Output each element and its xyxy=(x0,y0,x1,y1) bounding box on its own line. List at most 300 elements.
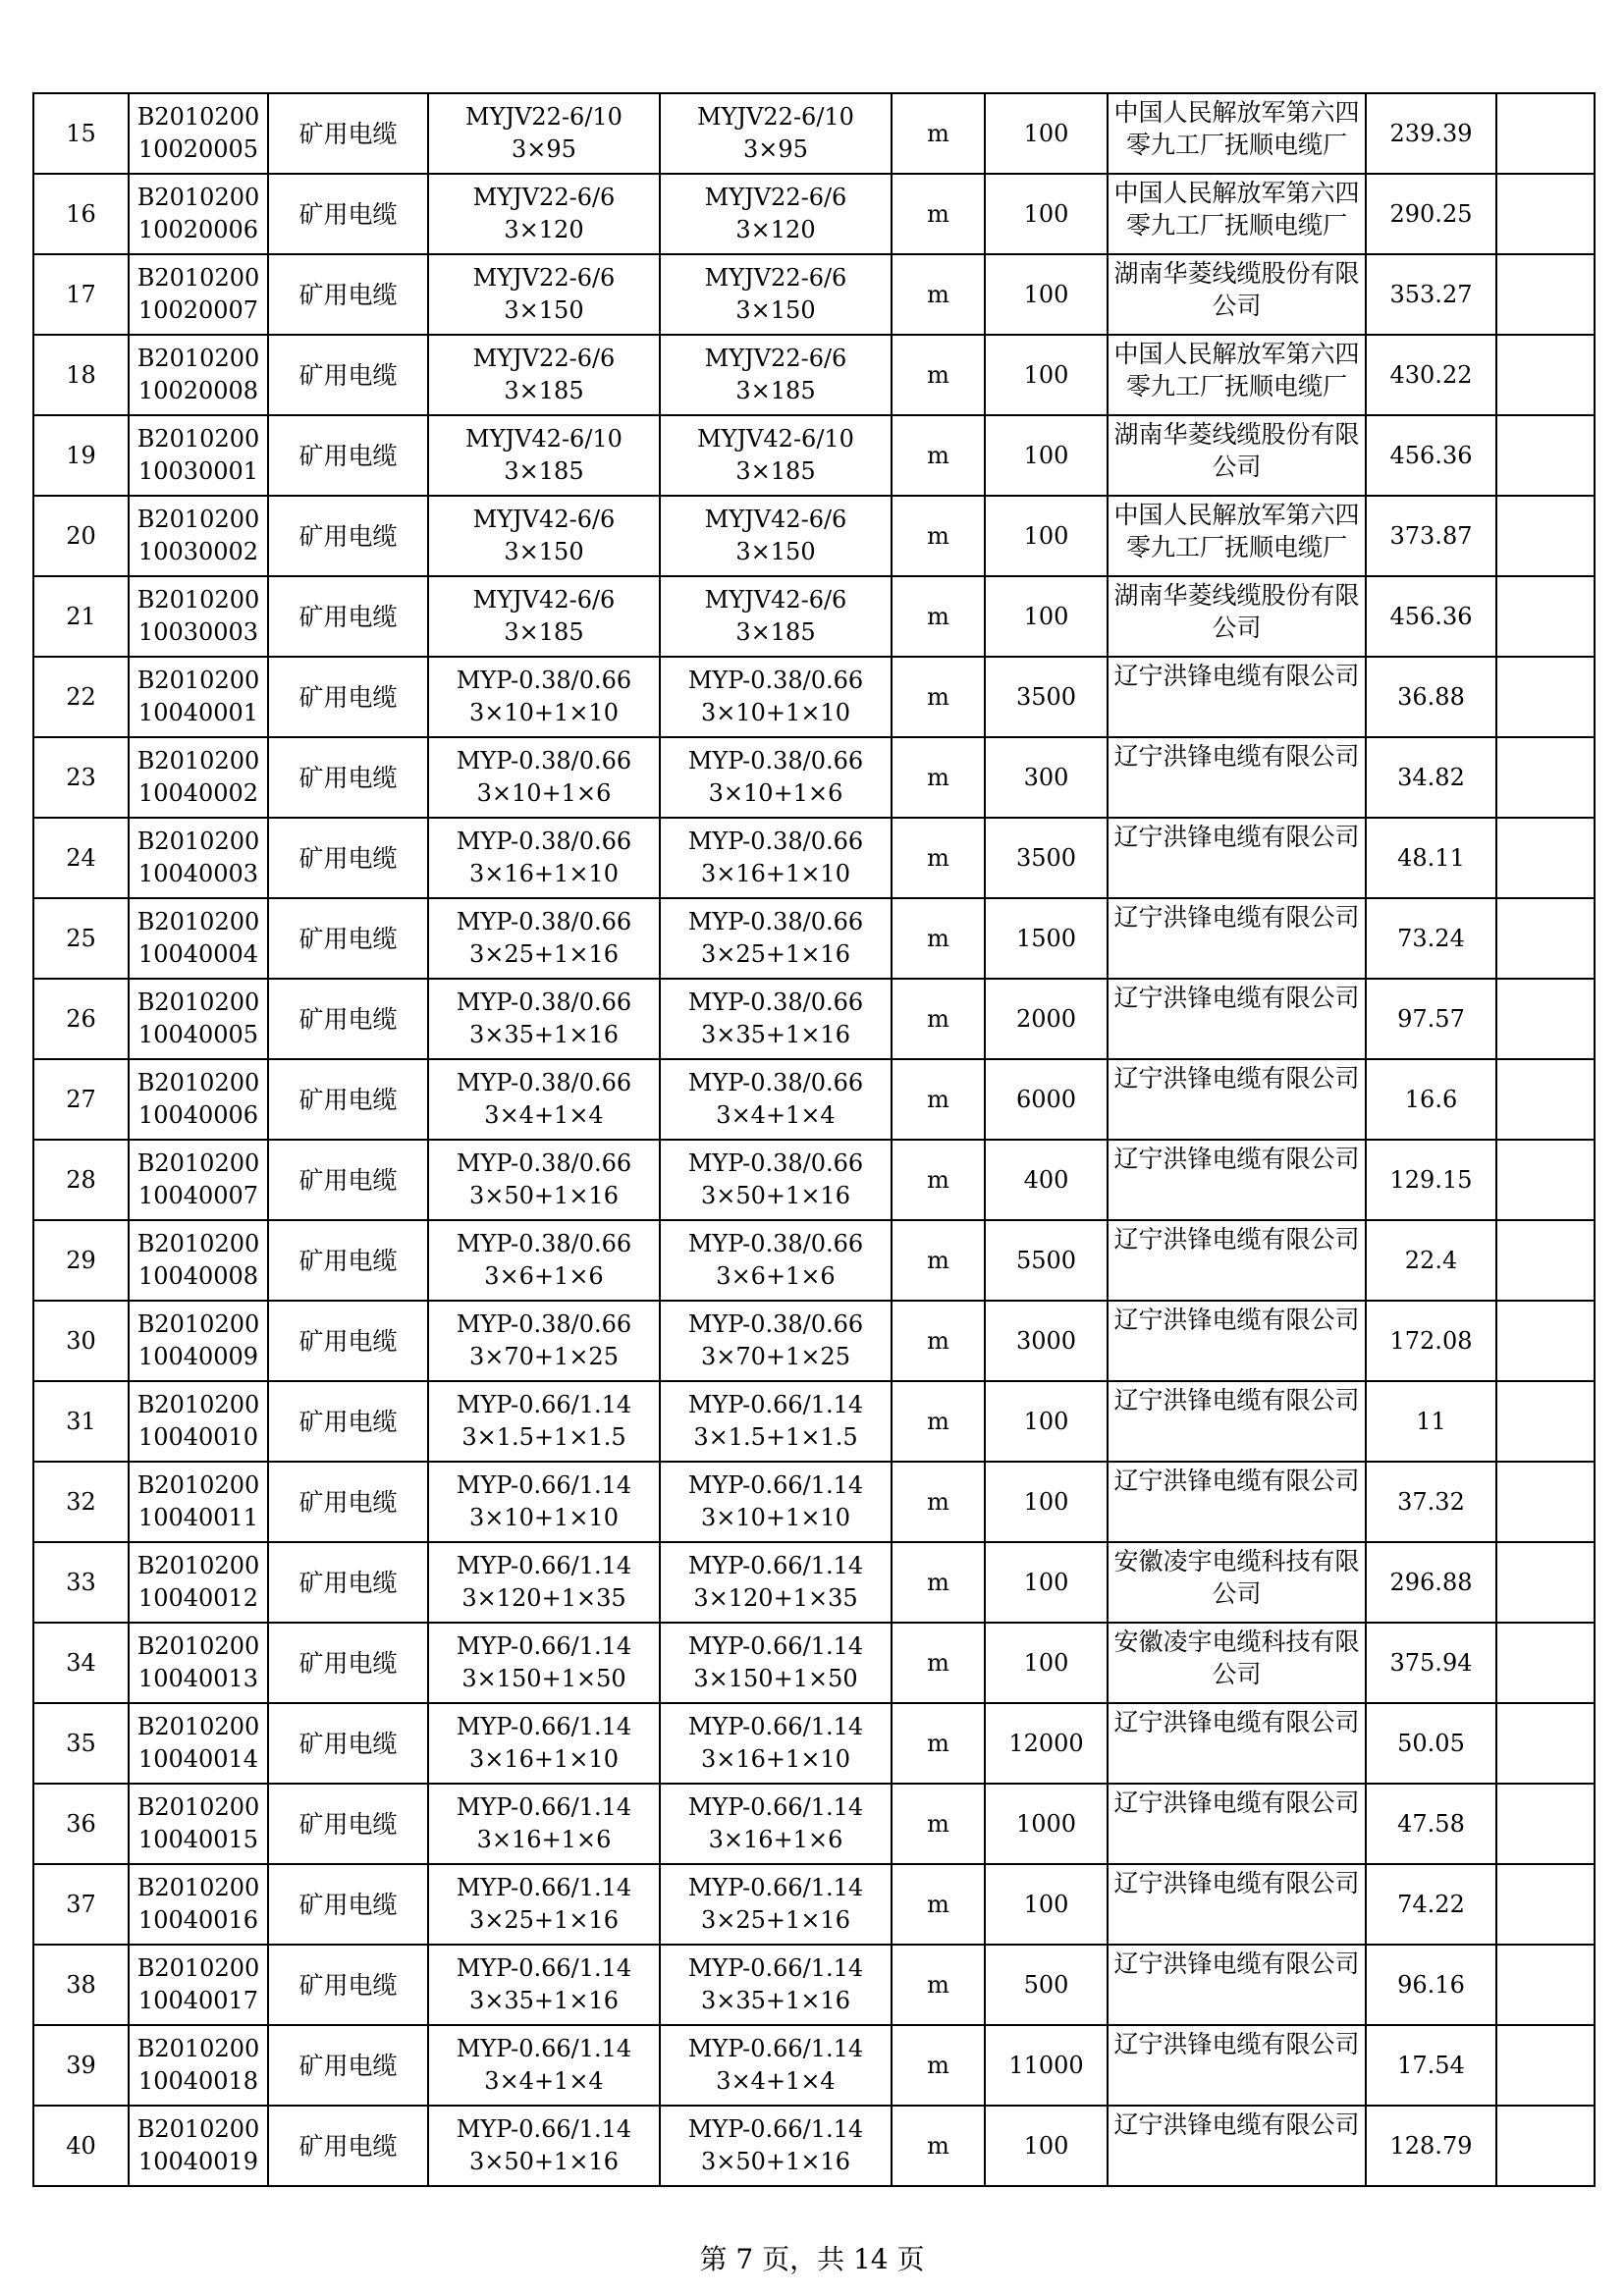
model-line-1: MYP-0.66/1.14 xyxy=(687,2035,864,2062)
table-row xyxy=(33,1623,1595,1703)
supplier-name: 湖南华菱线缆股份有限公司 xyxy=(1113,581,1360,642)
material-code-cell xyxy=(129,1784,268,1864)
model-line-1: MYJV22-6/6 xyxy=(704,264,847,292)
row-number: 28 xyxy=(66,1165,96,1194)
unit-price: 296.88 xyxy=(1389,1568,1473,1596)
spec-line-2: 3×120+1×35 xyxy=(461,1584,626,1612)
row-number: 23 xyxy=(66,763,96,791)
material-name-cell xyxy=(268,1381,428,1462)
row-number: 30 xyxy=(66,1326,96,1355)
row-number-cell xyxy=(33,1784,129,1864)
unit-cell xyxy=(892,2025,985,2106)
price-cell xyxy=(1366,576,1496,657)
unit: m xyxy=(927,2131,949,2160)
model-line-1: MYP-0.38/0.66 xyxy=(687,988,864,1016)
table-row xyxy=(33,818,1595,898)
unit-price: 96.16 xyxy=(1397,1970,1465,1999)
model-cell xyxy=(660,1542,892,1623)
row-number: 15 xyxy=(66,119,96,147)
row-number: 21 xyxy=(66,602,96,630)
material-name-cell xyxy=(268,898,428,979)
material-code-cell xyxy=(129,1140,268,1220)
model-cell xyxy=(660,174,892,254)
spec-cell xyxy=(428,898,660,979)
quantity: 11000 xyxy=(1008,2051,1084,2079)
model-line-1: MYP-0.38/0.66 xyxy=(687,667,864,694)
spec-line-1: MYP-0.38/0.66 xyxy=(456,1149,632,1177)
model-cell xyxy=(660,979,892,1059)
unit-cell xyxy=(892,1140,985,1220)
spec-cell xyxy=(428,415,660,496)
unit-cell xyxy=(892,1301,985,1381)
spec-line-1: MYP-0.66/1.14 xyxy=(456,2035,632,2062)
supplier-cell xyxy=(1108,576,1366,657)
unit-cell xyxy=(892,1542,985,1623)
spec-line-2: 3×6+1×6 xyxy=(484,1262,604,1290)
table-row xyxy=(33,174,1595,254)
remark-cell xyxy=(1496,1059,1595,1140)
spec-line-2: 3×1.5+1×1.5 xyxy=(461,1423,626,1451)
price-cell xyxy=(1366,1301,1496,1381)
model-cell xyxy=(660,1945,892,2025)
model-line-2: 3×10+1×10 xyxy=(701,1504,850,1531)
model-line-1: MYP-0.66/1.14 xyxy=(687,1632,864,1660)
supplier-cell xyxy=(1108,1784,1366,1864)
quantity-cell xyxy=(985,737,1108,818)
quantity: 100 xyxy=(1023,602,1069,630)
remark-cell xyxy=(1496,2025,1595,2106)
spec-line-1: MYP-0.66/1.14 xyxy=(456,1471,632,1499)
model-cell xyxy=(660,415,892,496)
quantity-cell xyxy=(985,1059,1108,1140)
remark-cell xyxy=(1496,1462,1595,1542)
material-name-cell xyxy=(268,1703,428,1784)
unit-price: 97.57 xyxy=(1397,1004,1465,1033)
spec-line-2: 3×16+1×10 xyxy=(469,1745,619,1773)
material-name-cell xyxy=(268,2106,428,2186)
supplier-name: 辽宁洪锋电缆有限公司 xyxy=(1113,1949,1360,1978)
price-cell xyxy=(1366,979,1496,1059)
remark-cell xyxy=(1496,1381,1595,1462)
price-cell xyxy=(1366,174,1496,254)
unit-price: 22.4 xyxy=(1404,1246,1458,1274)
spec-cell xyxy=(428,657,660,737)
unit-price: 11 xyxy=(1416,1407,1446,1435)
material-name: 矿用电缆 xyxy=(298,2131,398,2161)
quantity-cell xyxy=(985,1864,1108,1945)
row-number-cell xyxy=(33,898,129,979)
spec-line-1: MYP-0.38/0.66 xyxy=(456,988,632,1016)
material-code: B201020010040017 xyxy=(136,1954,260,2014)
unit-cell xyxy=(892,1220,985,1301)
remark-cell xyxy=(1496,2106,1595,2186)
unit: m xyxy=(927,682,949,711)
material-name: 矿用电缆 xyxy=(298,1487,398,1517)
remark-cell xyxy=(1496,657,1595,737)
table-row xyxy=(33,1784,1595,1864)
model-line-2: 3×10+1×6 xyxy=(708,779,843,807)
quantity-cell xyxy=(985,1542,1108,1623)
spec-line-1: MYJV22-6/6 xyxy=(472,264,616,292)
price-cell xyxy=(1366,818,1496,898)
material-name-cell xyxy=(268,254,428,335)
spec-line-1: MYJV42-6/10 xyxy=(465,425,623,453)
quantity-cell xyxy=(985,415,1108,496)
spec-cell xyxy=(428,2025,660,2106)
supplier-cell xyxy=(1108,415,1366,496)
unit: m xyxy=(927,1890,949,1918)
supplier-cell xyxy=(1108,496,1366,576)
model-cell xyxy=(660,1381,892,1462)
remark-cell xyxy=(1496,254,1595,335)
unit-cell xyxy=(892,1784,985,1864)
material-code-cell xyxy=(129,1059,268,1140)
row-number: 17 xyxy=(66,280,96,308)
material-name: 矿用电缆 xyxy=(298,521,398,551)
row-number: 33 xyxy=(66,1568,96,1596)
model-line-2: 3×50+1×16 xyxy=(701,1182,850,1209)
material-code: B201020010030001 xyxy=(136,425,260,485)
material-name-cell xyxy=(268,415,428,496)
supplier-cell xyxy=(1108,254,1366,335)
model-line-2: 3×35+1×16 xyxy=(701,1987,850,2014)
spec-line-1: MYP-0.38/0.66 xyxy=(456,1310,632,1338)
model-line-2: 3×120+1×35 xyxy=(693,1584,858,1612)
page-footer: 第 7 页，共 14 页 xyxy=(699,2243,925,2275)
material-code-cell xyxy=(129,898,268,979)
row-number: 37 xyxy=(66,1890,96,1918)
unit: m xyxy=(927,602,949,630)
spec-line-2: 3×150 xyxy=(504,538,584,565)
row-number: 26 xyxy=(66,1004,96,1033)
material-name: 矿用电缆 xyxy=(298,1648,398,1678)
spec-cell xyxy=(428,1864,660,1945)
model-line-1: MYJV22-6/10 xyxy=(697,103,854,131)
material-code-cell xyxy=(129,1381,268,1462)
row-number-cell xyxy=(33,1542,129,1623)
supplier-name: 辽宁洪锋电缆有限公司 xyxy=(1113,1064,1360,1093)
unit-cell xyxy=(892,576,985,657)
unit: m xyxy=(927,1729,949,1757)
model-line-1: MYP-0.66/1.14 xyxy=(687,2115,864,2143)
material-code: B201020010040006 xyxy=(136,1069,260,1129)
row-number-cell xyxy=(33,93,129,174)
supplier-name: 辽宁洪锋电缆有限公司 xyxy=(1113,823,1360,851)
model-line-1: MYP-0.38/0.66 xyxy=(687,908,864,935)
row-number-cell xyxy=(33,737,129,818)
row-number: 35 xyxy=(66,1729,96,1757)
row-number: 39 xyxy=(66,2051,96,2079)
model-cell xyxy=(660,496,892,576)
spec-line-1: MYJV22-6/6 xyxy=(472,184,616,211)
quantity-cell xyxy=(985,1301,1108,1381)
unit-cell xyxy=(892,818,985,898)
unit-price: 128.79 xyxy=(1389,2131,1473,2160)
unit-cell xyxy=(892,254,985,335)
unit-price: 456.36 xyxy=(1389,441,1473,469)
remark-cell xyxy=(1496,1864,1595,1945)
spec-cell xyxy=(428,496,660,576)
unit: m xyxy=(927,924,949,952)
material-code: B201020010040001 xyxy=(136,667,260,726)
model-line-1: MYP-0.38/0.66 xyxy=(687,1230,864,1257)
spec-line-1: MYJV22-6/6 xyxy=(472,345,616,372)
material-name: 矿用电缆 xyxy=(298,1970,398,2000)
table-row xyxy=(33,496,1595,576)
quantity: 100 xyxy=(1023,2131,1069,2160)
model-line-1: MYJV42-6/6 xyxy=(704,586,847,614)
material-name-cell xyxy=(268,1059,428,1140)
material-code: B201020010040008 xyxy=(136,1230,260,1290)
row-number-cell xyxy=(33,496,129,576)
material-code-cell xyxy=(129,1623,268,1703)
model-line-2: 3×4+1×4 xyxy=(716,1101,836,1129)
row-number: 29 xyxy=(66,1246,96,1274)
model-line-2: 3×25+1×16 xyxy=(701,1906,850,1934)
row-number: 22 xyxy=(66,682,96,711)
unit: m xyxy=(927,1004,949,1033)
material-name-cell xyxy=(268,1945,428,2025)
material-name: 矿用电缆 xyxy=(298,280,398,309)
model-line-1: MYP-0.66/1.14 xyxy=(687,1713,864,1740)
model-cell xyxy=(660,1784,892,1864)
remark-cell xyxy=(1496,496,1595,576)
spec-cell xyxy=(428,1220,660,1301)
unit-price: 375.94 xyxy=(1389,1648,1473,1677)
unit-cell xyxy=(892,496,985,576)
material-name: 矿用电缆 xyxy=(298,360,398,390)
material-code-cell xyxy=(129,1703,268,1784)
row-number-cell xyxy=(33,415,129,496)
supplier-cell xyxy=(1108,1623,1366,1703)
material-code-cell xyxy=(129,335,268,415)
unit-price: 73.24 xyxy=(1397,924,1465,952)
supplier-cell xyxy=(1108,335,1366,415)
model-line-2: 3×6+1×6 xyxy=(716,1262,836,1290)
material-name: 矿用电缆 xyxy=(298,1809,398,1839)
supplier-name: 辽宁洪锋电缆有限公司 xyxy=(1113,662,1360,690)
model-line-1: MYP-0.38/0.66 xyxy=(687,1310,864,1338)
unit-price: 48.11 xyxy=(1397,843,1465,872)
table-row xyxy=(33,1542,1595,1623)
unit-price: 37.32 xyxy=(1397,1487,1465,1516)
unit: m xyxy=(927,2051,949,2079)
quantity: 100 xyxy=(1023,1568,1069,1596)
quantity: 3000 xyxy=(1015,1326,1077,1355)
material-name-cell xyxy=(268,1301,428,1381)
supplier-cell xyxy=(1108,898,1366,979)
material-code: B201020010020007 xyxy=(136,264,260,324)
supplier-name: 湖南华菱线缆股份有限公司 xyxy=(1113,420,1360,481)
material-name: 矿用电缆 xyxy=(298,602,398,631)
price-cell xyxy=(1366,1623,1496,1703)
remark-cell xyxy=(1496,898,1595,979)
remark-cell xyxy=(1496,1623,1595,1703)
row-number-cell xyxy=(33,1220,129,1301)
spec-line-1: MYP-0.38/0.66 xyxy=(456,667,632,694)
table-row xyxy=(33,1220,1595,1301)
quantity: 100 xyxy=(1023,119,1069,147)
supplier-name: 辽宁洪锋电缆有限公司 xyxy=(1113,1789,1360,1817)
unit-price: 17.54 xyxy=(1397,2051,1465,2079)
material-name-cell xyxy=(268,818,428,898)
unit-price: 16.6 xyxy=(1404,1085,1458,1113)
table-row xyxy=(33,737,1595,818)
price-cell xyxy=(1366,1140,1496,1220)
spec-cell xyxy=(428,335,660,415)
material-name-cell xyxy=(268,335,428,415)
spec-line-2: 3×185 xyxy=(504,457,584,485)
spec-line-1: MYP-0.66/1.14 xyxy=(456,1793,632,1821)
quantity-cell xyxy=(985,1220,1108,1301)
unit: m xyxy=(927,1648,949,1677)
material-code: B201020010040005 xyxy=(136,988,260,1048)
supplier-cell xyxy=(1108,1381,1366,1462)
table-row xyxy=(33,898,1595,979)
price-cell xyxy=(1366,1462,1496,1542)
table-row xyxy=(33,93,1595,174)
supplier-name: 辽宁洪锋电缆有限公司 xyxy=(1113,903,1360,932)
material-code: B201020010040011 xyxy=(136,1471,260,1531)
unit-cell xyxy=(892,174,985,254)
row-number-cell xyxy=(33,979,129,1059)
row-number-cell xyxy=(33,1140,129,1220)
model-line-1: MYP-0.38/0.66 xyxy=(687,828,864,855)
material-name: 矿用电缆 xyxy=(298,924,398,953)
unit-cell xyxy=(892,657,985,737)
supplier-cell xyxy=(1108,174,1366,254)
unit: m xyxy=(927,763,949,791)
spec-cell xyxy=(428,93,660,174)
row-number-cell xyxy=(33,1623,129,1703)
spec-line-2: 3×16+1×10 xyxy=(469,860,619,887)
unit-cell xyxy=(892,1623,985,1703)
supplier-name: 中国人民解放军第六四零九工厂抚顺电缆厂 xyxy=(1113,501,1360,561)
spec-cell xyxy=(428,576,660,657)
supplier-name: 辽宁洪锋电缆有限公司 xyxy=(1113,1145,1360,1173)
spec-line-2: 3×35+1×16 xyxy=(469,1021,619,1048)
material-name-cell xyxy=(268,496,428,576)
quantity: 100 xyxy=(1023,280,1069,308)
price-cell xyxy=(1366,737,1496,818)
unit-cell xyxy=(892,93,985,174)
material-name: 矿用电缆 xyxy=(298,1568,398,1597)
supplier-cell xyxy=(1108,818,1366,898)
quantity: 1500 xyxy=(1015,924,1077,952)
supplier-cell xyxy=(1108,1462,1366,1542)
row-number-cell xyxy=(33,1703,129,1784)
row-number: 18 xyxy=(66,360,96,389)
remark-cell xyxy=(1496,1945,1595,2025)
price-cell xyxy=(1366,335,1496,415)
material-name-cell xyxy=(268,1784,428,1864)
model-line-2: 3×16+1×6 xyxy=(708,1826,843,1853)
supplier-name: 安徽凌宇电缆科技有限公司 xyxy=(1113,1628,1360,1688)
quantity-cell xyxy=(985,979,1108,1059)
price-cell xyxy=(1366,1542,1496,1623)
material-code-cell xyxy=(129,174,268,254)
quantity: 3500 xyxy=(1015,682,1077,711)
row-number: 19 xyxy=(66,441,96,469)
model-cell xyxy=(660,1301,892,1381)
model-line-1: MYJV42-6/6 xyxy=(704,506,847,533)
model-line-1: MYP-0.66/1.14 xyxy=(687,1793,864,1821)
table-row xyxy=(33,2025,1595,2106)
spec-cell xyxy=(428,1945,660,2025)
material-name: 矿用电缆 xyxy=(298,1165,398,1195)
unit-price: 34.82 xyxy=(1397,763,1465,791)
material-name-cell xyxy=(268,1623,428,1703)
material-name: 矿用电缆 xyxy=(298,763,398,792)
spec-line-2: 3×10+1×10 xyxy=(469,699,619,726)
spec-cell xyxy=(428,1381,660,1462)
material-code: B201020010040018 xyxy=(136,2035,260,2095)
row-number-cell xyxy=(33,335,129,415)
supplier-cell xyxy=(1108,1703,1366,1784)
row-number-cell xyxy=(33,254,129,335)
material-code: B201020010040002 xyxy=(136,747,260,807)
spec-line-1: MYJV42-6/6 xyxy=(472,586,616,614)
table-row xyxy=(33,254,1595,335)
table-row xyxy=(33,1140,1595,1220)
supplier-name: 辽宁洪锋电缆有限公司 xyxy=(1113,1306,1360,1334)
price-cell xyxy=(1366,93,1496,174)
unit: m xyxy=(927,521,949,550)
model-cell xyxy=(660,818,892,898)
material-name: 矿用电缆 xyxy=(298,1085,398,1114)
material-name-cell xyxy=(268,2025,428,2106)
spec-line-2: 3×16+1×6 xyxy=(476,1826,612,1853)
table-row xyxy=(33,2106,1595,2186)
supplier-name: 辽宁洪锋电缆有限公司 xyxy=(1113,1225,1360,1254)
material-name-cell xyxy=(268,979,428,1059)
unit-cell xyxy=(892,2106,985,2186)
quantity-cell xyxy=(985,1945,1108,2025)
row-number: 20 xyxy=(66,521,96,550)
unit: m xyxy=(927,1809,949,1838)
spec-line-2: 3×25+1×16 xyxy=(469,940,619,968)
unit: m xyxy=(927,1246,949,1274)
supplier-name: 辽宁洪锋电缆有限公司 xyxy=(1113,1708,1360,1736)
spec-line-1: MYJV42-6/6 xyxy=(472,506,616,533)
quantity-cell xyxy=(985,898,1108,979)
spec-cell xyxy=(428,1301,660,1381)
quantity: 100 xyxy=(1023,1487,1069,1516)
table-row xyxy=(33,1059,1595,1140)
model-cell xyxy=(660,93,892,174)
spec-line-2: 3×120 xyxy=(504,216,584,243)
model-line-2: 3×120 xyxy=(735,216,816,243)
model-cell xyxy=(660,1462,892,1542)
material-code-cell xyxy=(129,737,268,818)
spec-line-2: 3×50+1×16 xyxy=(469,1182,619,1209)
unit: m xyxy=(927,199,949,228)
row-number: 25 xyxy=(66,924,96,952)
spec-line-1: MYP-0.38/0.66 xyxy=(456,1069,632,1096)
model-cell xyxy=(660,1220,892,1301)
unit-cell xyxy=(892,898,985,979)
quantity-cell xyxy=(985,1784,1108,1864)
unit: m xyxy=(927,119,949,147)
model-line-1: MYP-0.38/0.66 xyxy=(687,1149,864,1177)
material-code-cell xyxy=(129,254,268,335)
spec-cell xyxy=(428,737,660,818)
price-cell xyxy=(1366,2106,1496,2186)
spec-cell xyxy=(428,2106,660,2186)
material-name: 矿用电缆 xyxy=(298,1890,398,1919)
spec-line-1: MYP-0.66/1.14 xyxy=(456,1391,632,1418)
row-number-cell xyxy=(33,1462,129,1542)
